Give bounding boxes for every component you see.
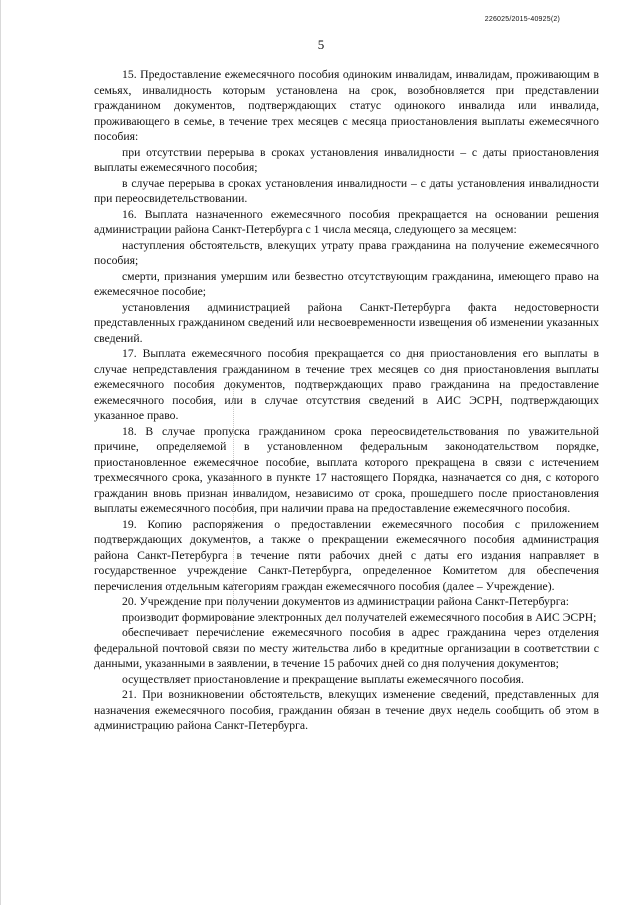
paragraph-15: 15. Предоставление ежемесячного пособия одиноким инвалидам, инвалидам, проживающим в семьях, инвалидность которым установлена на срок, возобновляется при представлении гражданином документов, подтверждающих статус одинокого инвалида или инвалида, проживающего в семье, в течение трех месяцев с месяца приостановления выплаты ежемесячного пособия: — [94, 68, 599, 143]
paragraph-19: 19. Копию распоряжения о предоставлении ежемесячного пособия с приложением подтверждающих документов, а также о прекращении ежемесячного пособия администрация района Санкт-Петербурга в течение пяти рабочих дней с даты его издания направляет в государственное учреждение Санкт-Петербурга, определенное Комитетом для обеспечения перечисления отдельным категориям граждан ежемесячного пособия (далее – Учреждение). — [94, 517, 599, 593]
paragraph-20-item-2: обеспечивает перечисление ежемесячного пособия в адрес гражданина через отделения федеральной почтовой связи по месту жительства либо в кредитные организации в соответствии с данными, указанными в заявлении, в течение 15 рабочих дней со дня получения документов; — [94, 626, 599, 670]
document-number: 226025/2015-40925(2) — [484, 16, 560, 23]
paragraph-20-item-1: производит формирование электронных дел получателей ежемесячного пособия в АИС ЭСРН; — [122, 610, 597, 624]
paragraph-16: 16. Выплата назначенного ежемесячного пособия прекращается на основании решения администрации района Санкт-Петербурга с 1 числа месяца, следующего за месяцем: — [94, 207, 599, 236]
paragraph-16-item-2: смерти, признания умершим или безвестно отсутствующим гражданина, имеющего право на ежемесячное пособие; — [94, 269, 599, 298]
paragraph-16-item-3: установления администрацией района Санкт-Петербурга факта недостоверности представленных гражданином сведений или несвоевременности извещения об изменении указанных сведений. — [94, 300, 599, 345]
paragraph-20: 20. Учреждение при получении документов из администрации района Санкт-Петербурга: — [122, 595, 569, 608]
page-number: 5 — [317, 37, 325, 52]
paragraph-18: 18. В случае пропуска гражданином срока переосвидетельствования по уважительной причине, определяемой в установленном федеральным законодательством порядке, приостановленное ежемесячное пособие, выплата которого прекращена в связи с истечением трехмесячного срока, указанного в пункте 17 настоящего Порядка, назначается со дня, с которого гражданин вновь признан инвалидом, независимо от срока, прошедшего после приостановления выплаты ежемесячного пособия, при наличии права на предоставление ежемесячного пособия. — [94, 424, 599, 515]
paragraph-15-item-1: при отсутствии перерыва в сроках установления инвалидности – с даты приостановления выплаты ежемесячного пособия; — [94, 145, 599, 174]
paragraph-16-item-1: наступления обстоятельств, влекущих утрату права гражданина на получение ежемесячного пособия; — [94, 238, 599, 267]
paragraph-17: 17. Выплата ежемесячного пособия прекращается со дня приостановления его выплаты в случае непредставления гражданином в течение трех месяцев со дня приостановления выплаты ежемесячного пособия документов, подтверждающих право гражданина на предоставление ежемесячного пособия, или в случае отсутствия сведений в АИС ЭСРН, подтверждающих указанное право. — [94, 347, 599, 422]
paragraph-15-item-2: в случае перерыва в сроках установления инвалидности – с даты установления инвалидности при переосвидетельствовании. — [94, 176, 599, 205]
document-body — [94, 67, 599, 734]
paragraph-21: 21. При возникновении обстоятельств, влекущих изменение сведений, представленных для назначения ежемесячного пособия, гражданин обязан в течение двух недель сообщить об этом в администрацию района Санкт-Петербурга. — [94, 688, 599, 732]
paragraph-20-item-3: осуществляет приостановление и прекращение выплаты ежемесячного пособия. — [122, 672, 524, 686]
